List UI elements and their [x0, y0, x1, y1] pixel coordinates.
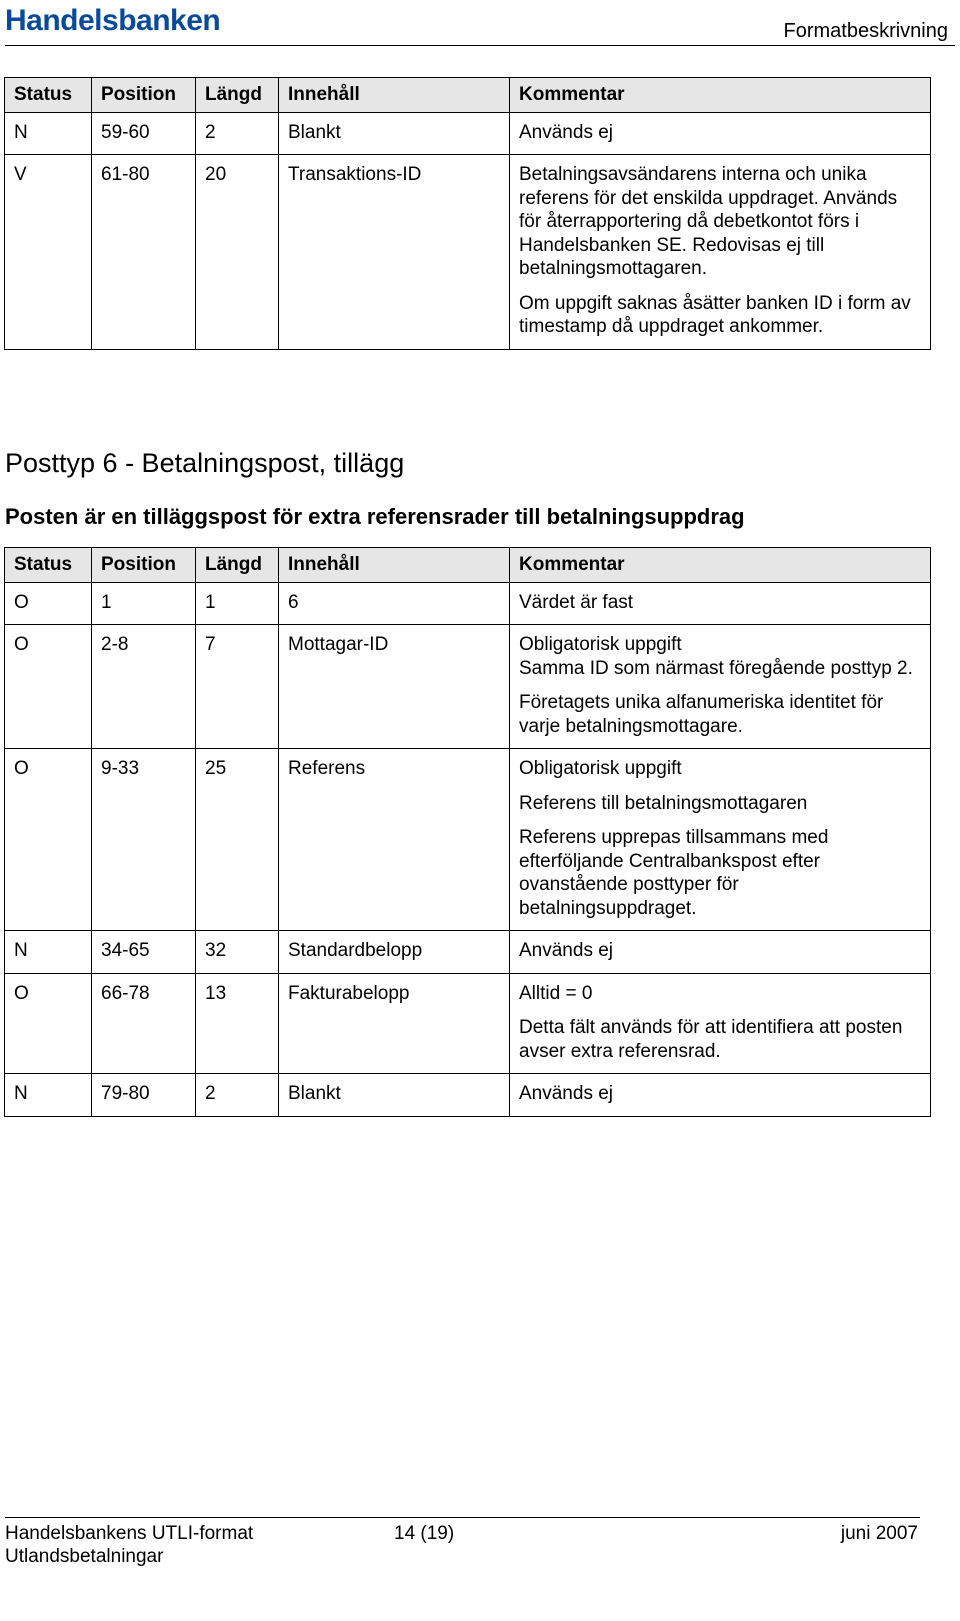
- column-header-status: Status: [5, 78, 92, 113]
- cell-status: O: [5, 749, 92, 931]
- cell-length: 13: [196, 973, 279, 1074]
- cell-length: 7: [196, 625, 279, 749]
- cell-length: 32: [196, 931, 279, 974]
- cell-position: 34-65: [92, 931, 196, 974]
- cell-status: N: [5, 931, 92, 974]
- comment-paragraph: Betalningsavsändarens interna och unika referens för det enskilda uppdraget. Används för återrapportering då debetkontot förs i Handelsbanken SE. Redovisas ej till betalningsmottagaren.: [519, 164, 898, 279]
- cell-status: N: [5, 1074, 92, 1117]
- cell-position: 9-33: [92, 749, 196, 931]
- comment-paragraph: Obligatorisk uppgift Samma ID som närmast föregående posttyp 2.: [519, 634, 913, 679]
- comment-paragraph: Referens upprepas tillsammans med efterföljande Centralbankspost efter ovanstående posttyper för betalningsuppdraget.: [519, 827, 829, 919]
- table-row: [5, 749, 931, 931]
- cell-status: V: [5, 155, 92, 350]
- comment-paragraph: Används ej: [519, 1083, 614, 1104]
- column-header-comment: Kommentar: [510, 78, 931, 113]
- cell-status: N: [5, 112, 92, 155]
- field-table-2: [4, 547, 931, 1117]
- cell-comment: [510, 582, 931, 625]
- cell-status: O: [5, 625, 92, 749]
- cell-content: Fakturabelopp: [279, 973, 510, 1074]
- table-row: [5, 582, 931, 625]
- cell-length: 1: [196, 582, 279, 625]
- footer-subtitle: Utlandsbetalningar: [5, 1546, 164, 1567]
- table-row: [5, 931, 931, 974]
- table-header-row: [5, 78, 931, 113]
- cell-length: 2: [196, 112, 279, 155]
- handelsbanken-logo: Handelsbanken: [5, 4, 221, 37]
- section-subtitle: Posten är en tilläggspost för extra referensrader till betalningsuppdrag: [5, 504, 745, 529]
- cell-comment: [510, 973, 931, 1074]
- cell-position: 59-60: [92, 112, 196, 155]
- cell-position: 1: [92, 582, 196, 625]
- comment-paragraph: Används ej: [519, 121, 614, 143]
- cell-status: O: [5, 582, 92, 625]
- column-header-content: Innehåll: [279, 78, 510, 113]
- cell-length: 2: [196, 1074, 279, 1117]
- cell-comment: [510, 625, 931, 749]
- table-row: [5, 1074, 931, 1117]
- column-header-length: Längd: [196, 548, 279, 583]
- page-header: [0, 0, 960, 48]
- cell-length: 20: [196, 155, 279, 350]
- footer-title: Handelsbankens UTLI-format: [5, 1523, 254, 1544]
- table-header-row: [5, 548, 931, 583]
- comment-paragraph: Företagets unika alfanumeriska identitet för varje betalningsmottagare.: [519, 692, 884, 737]
- cell-content: Standardbelopp: [279, 931, 510, 974]
- table-row: [5, 112, 931, 155]
- cell-content: Blankt: [279, 1074, 510, 1117]
- cell-length: 25: [196, 749, 279, 931]
- cell-content: Transaktions-ID: [279, 155, 510, 350]
- section-title: Posttyp 6 - Betalningspost, tillägg: [5, 448, 405, 478]
- footer-rule: [5, 1517, 920, 1518]
- cell-position: 66-78: [92, 973, 196, 1074]
- column-header-status: Status: [5, 548, 92, 583]
- document-type: Formatbeskrivning: [783, 20, 948, 42]
- column-header-position: Position: [92, 78, 196, 113]
- cell-content: Blankt: [279, 112, 510, 155]
- field-table-1: [4, 77, 931, 350]
- cell-comment: [510, 749, 931, 931]
- comment-paragraph: Detta fält används för att identifiera att posten avser extra referensrad.: [519, 1017, 903, 1062]
- table-row: [5, 625, 931, 749]
- header-rule: [5, 45, 955, 46]
- page-number: 14 (19): [394, 1523, 455, 1544]
- column-header-length: Längd: [196, 78, 279, 113]
- column-header-position: Position: [92, 548, 196, 583]
- cell-comment: [510, 112, 931, 155]
- footer-date: juni 2007: [840, 1523, 918, 1544]
- column-header-content: Innehåll: [279, 548, 510, 583]
- cell-position: 2-8: [92, 625, 196, 749]
- comment-paragraph: Om uppgift saknas åsätter banken ID i form av timestamp då uppdraget ankommer.: [519, 292, 911, 337]
- cell-comment: [510, 155, 931, 350]
- table-row: [5, 155, 931, 350]
- footer-left: [5, 1522, 253, 1568]
- cell-position: 79-80: [92, 1074, 196, 1117]
- comment-paragraph: Obligatorisk uppgift: [519, 758, 682, 779]
- cell-content: Referens: [279, 749, 510, 931]
- cell-content: Mottagar-ID: [279, 625, 510, 749]
- comment-paragraph: Används ej: [519, 940, 614, 961]
- column-header-comment: Kommentar: [510, 548, 931, 583]
- cell-position: 61-80: [92, 155, 196, 350]
- cell-content: 6: [279, 582, 510, 625]
- comment-paragraph: Alltid = 0: [519, 982, 593, 1004]
- cell-comment: [510, 931, 931, 974]
- cell-status: O: [5, 973, 92, 1074]
- comment-paragraph: Värdet är fast: [519, 591, 634, 613]
- table-row: [5, 973, 931, 1074]
- comment-paragraph: Referens till betalningsmottagaren: [519, 792, 808, 814]
- cell-comment: [510, 1074, 931, 1117]
